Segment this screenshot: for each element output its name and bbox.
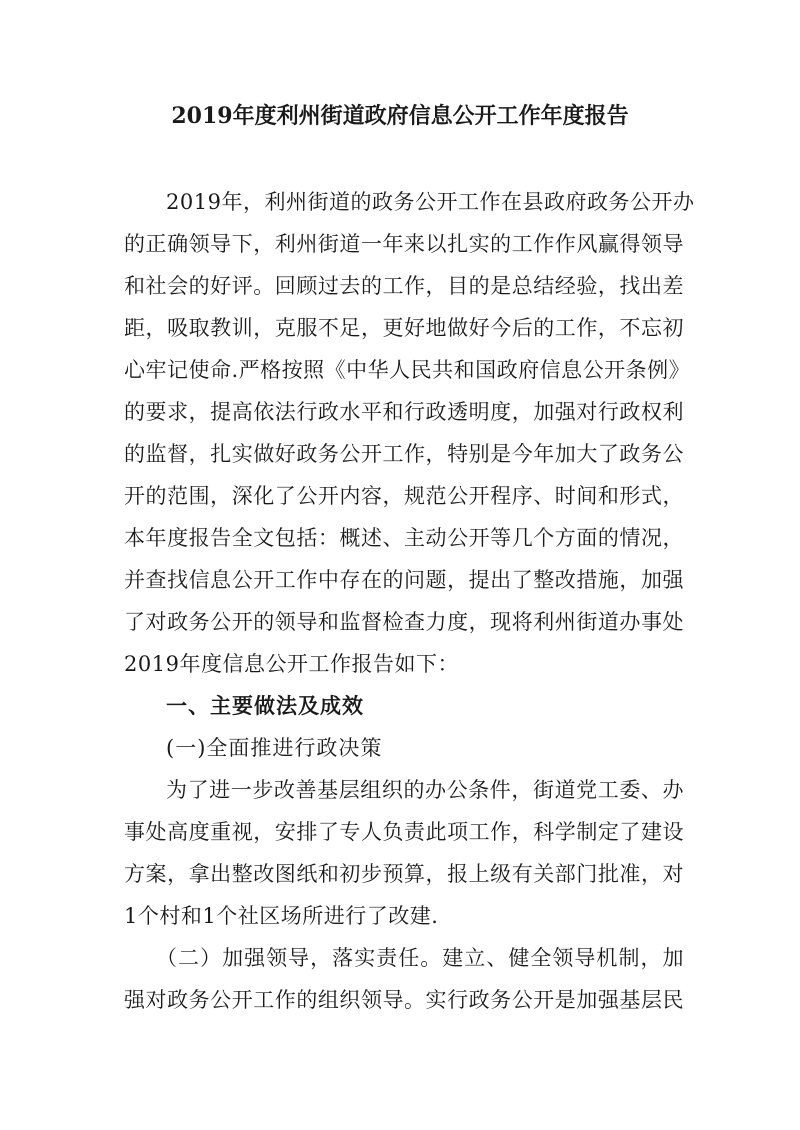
paragraph-line: 距，吸取教训，克服不足，更好地做好今后的工作，不忘初 xyxy=(124,316,684,340)
paragraph-line: 并查找信息公开工作中存在的问题，提出了整改措施，加强 xyxy=(124,568,684,592)
paragraph-line: 心牢记使命.严格按照《中华人民共和国政府信息公开条例》 xyxy=(124,358,691,382)
paragraph-line: 1个村和1个社区场所进行了改建. xyxy=(124,904,439,928)
paragraph-line: 强对政务公开工作的组织领导。实行政务公开是加强基层民 xyxy=(124,988,684,1012)
paragraph-line: 的正确领导下，利州街道一年来以扎实的工作作风赢得领导 xyxy=(124,232,684,256)
paragraph-line: 的要求，提高依法行政水平和行政透明度，加强对行政权利 xyxy=(124,400,684,424)
paragraph-line: （二）加强领导，落实责任。建立、健全领导机制，加 xyxy=(156,946,684,970)
paragraph-line: 方案，拿出整改图纸和初步预算，报上级有关部门批准，对 xyxy=(124,862,684,886)
paragraph-line: 2019年度信息公开工作报告如下： xyxy=(124,652,459,676)
document-title: 2019年度利州街道政府信息公开工作年度报告 xyxy=(171,103,629,129)
paragraph-line: 的监督，扎实做好政务公开工作，特别是今年加大了政务公 xyxy=(124,442,684,466)
section-heading: 一、主要做法及成效 xyxy=(166,694,364,718)
paragraph-line: 开的范围，深化了公开内容，规范公开程序、时间和形式， xyxy=(124,484,684,508)
paragraph-line: 和社会的好评。回顾过去的工作，目的是总结经验，找出差 xyxy=(124,274,684,298)
paragraph-line: 为了进一步改善基层组织的办公条件，街道党工委、办 xyxy=(166,778,684,802)
paragraph-line: 2019年，利州街道的政务公开工作在县政府政务公开办 xyxy=(166,190,695,214)
paragraph-line: 了对政务公开的领导和监督检查力度，现将利州街道办事处 xyxy=(124,610,684,634)
paragraph-line: 本年度报告全文包括：概述、主动公开等几个方面的情况， xyxy=(124,526,684,550)
subsection-heading: (一)全面推进行政决策 xyxy=(166,736,383,760)
paragraph-line: 事处高度重视，安排了专人负责此项工作，科学制定了建设 xyxy=(124,820,684,844)
